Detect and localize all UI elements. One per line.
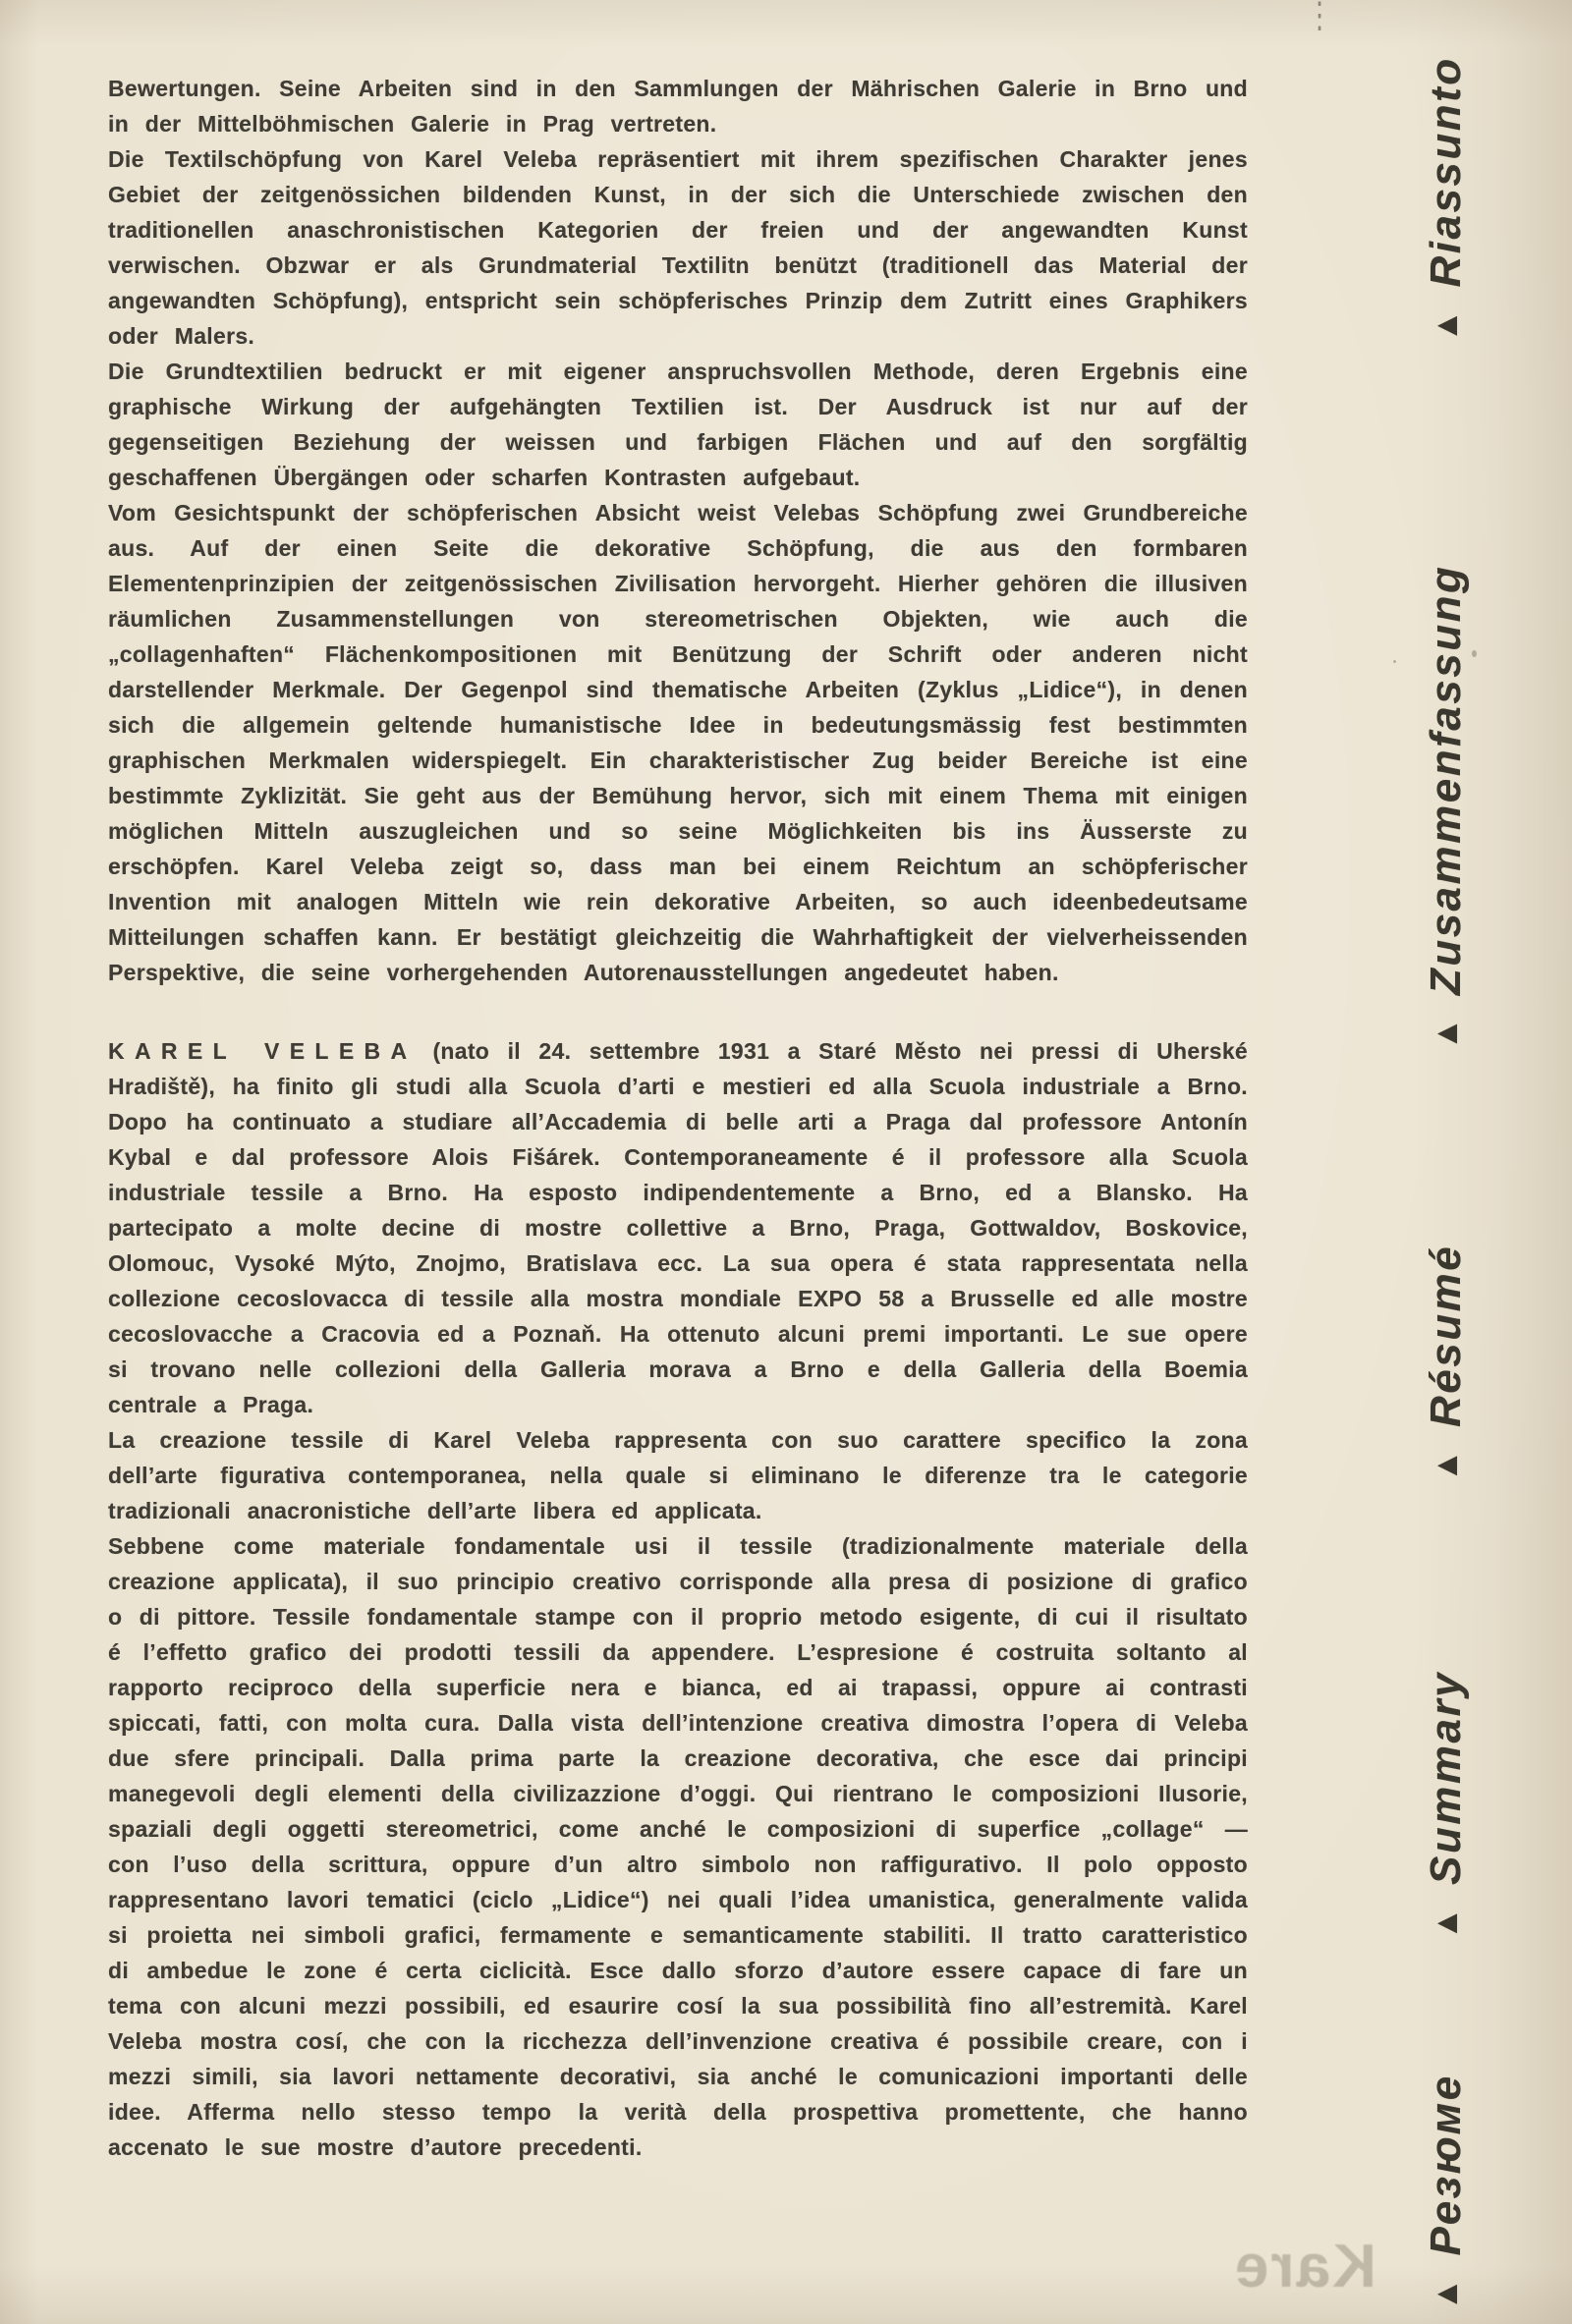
side-label-zusammenfassung: [1422, 565, 1471, 1051]
german-summary-block: [108, 71, 1248, 990]
side-label-riassunto: [1422, 56, 1471, 342]
side-label-text: Résumé: [1422, 1244, 1470, 1428]
bleedthrough-text: Kare: [1233, 2233, 1376, 2300]
side-label-text: Zusammenfassung: [1422, 564, 1470, 996]
side-label-resume: [1422, 1245, 1471, 1482]
italian-summary-block: [108, 1033, 1248, 2165]
side-label-text: Riassunto: [1422, 56, 1470, 288]
triangle-marker-icon: ▲: [1428, 306, 1465, 343]
side-label-text: Summary: [1422, 1670, 1470, 1885]
triangle-marker-icon: ▲: [1428, 1447, 1465, 1483]
side-label-text: Резюме: [1422, 2074, 1470, 2256]
italian-bio-text: (nato il 24. settembre 1931 a Staré Město nei pressi di Uherské Hradiště), ha finito gli studi alla Scuola d’arti e mestieri ed alla Scuola industriale a Brno. Dopo ha continuato a studiare all’Accademia di belle arti a Praga dal professore Antonín Kybal e dal professore Alois Fišárek. Contemporaneamente é il professore alla Scuola industriale tessile a Brno. Ha esposto indipendentemente a Brno, ed a Blansko. Ha partecipato a molte decine di mostre collettive a Brno, Praga, Gottwaldov, Boskovice, Olomouc, Vysoké Mýto, Znojmo, Bratislava ecc. La sua opera é stata rappresentata nella collezione cecoslovacca di tessile alla mostra mondiale EXPO 58 a Brusselle ed alle mostre cecoslovacche a Cracovia ed a Poznaň. Ha ottenuto alcuni premi importanti. Le sue opere si trovano nelle collezioni della Galleria morava a Brno e della Galleria della Boemia centrale a Praga.: [108, 1038, 1249, 1417]
german-paragraph: Bewertungen. Seine Arbeiten sind in den Sammlungen der Mährischen Galerie in Brno und in der Mittelböhmischen Galerie in Prag vertreten.: [108, 76, 1248, 137]
german-paragraph: Vom Gesichtspunkt der schöpferischen Absicht weist Velebas Schöpfung zwei Grundbereiche aus. Auf der einen Seite die dekorative Schöpfung, die aus den formbaren Elementenprinzipien der zeitgenössischen Zivilisation hervorgeht. Hierher gehören die illusiven räumlichen Zusammenstellungen von stereometrischen Objekten, wie auch die „collagenhaften“ Flächenkompositionen mit Benützung der Schrift oder anderen nicht darstellender Merkmale. Der Gegenpol sind thematische Arbeiten (Zyklus „Lidice“), in denen sich die allgemein geltende humanistische Idee in bedeutungsmässig fest bestimmten graphischen Merkmalen widerspiegelt. Ein charakteristischer Zug beider Bereiche ist eine bestimmte Zyklizität. Sie geht aus der Bemühung hervor, sich mit einem Thema mit einigen möglichen Mitteln auszugleichen und so seine Möglichkeiten bis ins Äusserste zu erschöpfen. Karel Veleba zeigt so, dass man bei einem Reichtum an schöpferischer Invention mit analogen Mitteln wie rein dekorative Arbeiten, so auch ideenbedeutsame Mitteilungen schaffen kann. Er bestätigt gleichzeitig die Wahrhaftigkeit der vielverheissenden Perspektive, die seine vorhergehenden Autorenausstellungen angedeutet haben.: [108, 500, 1248, 985]
paper-speck: [1472, 650, 1477, 657]
side-label-summary: [1422, 1671, 1471, 1940]
triangle-marker-icon: ▲: [1428, 1904, 1465, 1941]
side-label-rezyume: [1422, 2074, 1471, 2310]
german-paragraph: Die Grundtextilien bedruckt er mit eigener anspruchsvollen Methode, deren Ergebnis eine graphische Wirkung der aufgehängten Textilien ist. Der Ausdruck ist nur auf der gegenseitigen Beziehung der weissen und farbigen Flächen und auf den sorgfältig geschaffenen Übergängen oder scharfen Kontrasten aufgebaut.: [108, 359, 1248, 490]
artist-name: KAREL VELEBA: [108, 1038, 418, 1064]
triangle-marker-icon: ▲: [1428, 1015, 1465, 1051]
paper-speck: [1393, 660, 1396, 663]
text-column: [108, 71, 1248, 2165]
italian-paragraph: La creazione tessile di Karel Veleba rappresenta con suo carattere specifico la zona dell’arte figurativa contemporanea, nella quale si eliminano le diferenze tra le categorie tradizionali anacronistiche dell’arte libera ed applicata.: [108, 1427, 1248, 1523]
pencil-mark: ⋮: [1307, 0, 1332, 35]
triangle-marker-icon: ▲: [1428, 2275, 1465, 2311]
italian-paragraph: Sebbene come materiale fondamentale usi il tessile (tradizionalmente materiale della creazione applicata), il suo principio creativo corrisponde alla presa di posizione di grafico o di pittore. Tessile fondamentale stampe con il proprio metodo esigente, di cui il risultato é l’effetto grafico dei prodotti tessili da appendere. L’espresione é costruita soltanto al rapporto reciproco della superficie nera e bianca, ed ai trapassi, oppure ai contrasti spiccati, fatti, con molta cura. Dalla vista dell’intenzione creativa dimostra l’opera di Veleba due sfere principali. Dalla prima parte la creazione decorativa, che esce dai principi manegevoli degli elementi della civilizazzione d’oggi. Qui rientrano le composizioni Ilusorie, spaziali degli oggetti stereometrici, come anché le composizioni di superfice „collage“ — con l’uso della scrittura, oppure d’un altro simbolo non raffigurativo. Il polo opposto rappresentano lavori tematici (ciclo „Lidice“) nei quali l’idea umanistica, generalmente valida si proietta nei simboli grafici, fermamente e semanticamente stabiliti. Il tratto caratteristico di ambedue le zone é certa ciclicità. Esce dallo sforzo d’autore essere capace di fare un tema con alcuni mezzi possibili, ed esaurire cosí la sua possibilità fino all’estremità. Karel Veleba mostra cosí, che con la ricchezza dell’invenzione creativa é possibile creare, con i mezzi simili, sia lavori nettamente decorativi, sia anché le comunicazioni importanti delle idee. Afferma nello stesso tempo la verità della prospettiva promettente, che hanno accenato le sue mostre d’autore precedenti.: [108, 1533, 1248, 2160]
italian-paragraph: [108, 1033, 1248, 1422]
german-paragraph: Die Textilschöpfung von Karel Veleba repräsentiert mit ihrem spezifischen Charakter jenes Gebiet der zeitgenössichen bildenden Kunst, in der sich die Unterschiede zwischen den traditionellen anaschronistischen Kategorien der freien und der angewandten Kunst verwischen. Obzwar er als Grundmaterial Textilitn benützt (traditionell das Material der angewandten Schöpfung), entspricht sein schöpferisches Prinzip dem Zutritt eines Graphikers oder Malers.: [108, 146, 1248, 349]
